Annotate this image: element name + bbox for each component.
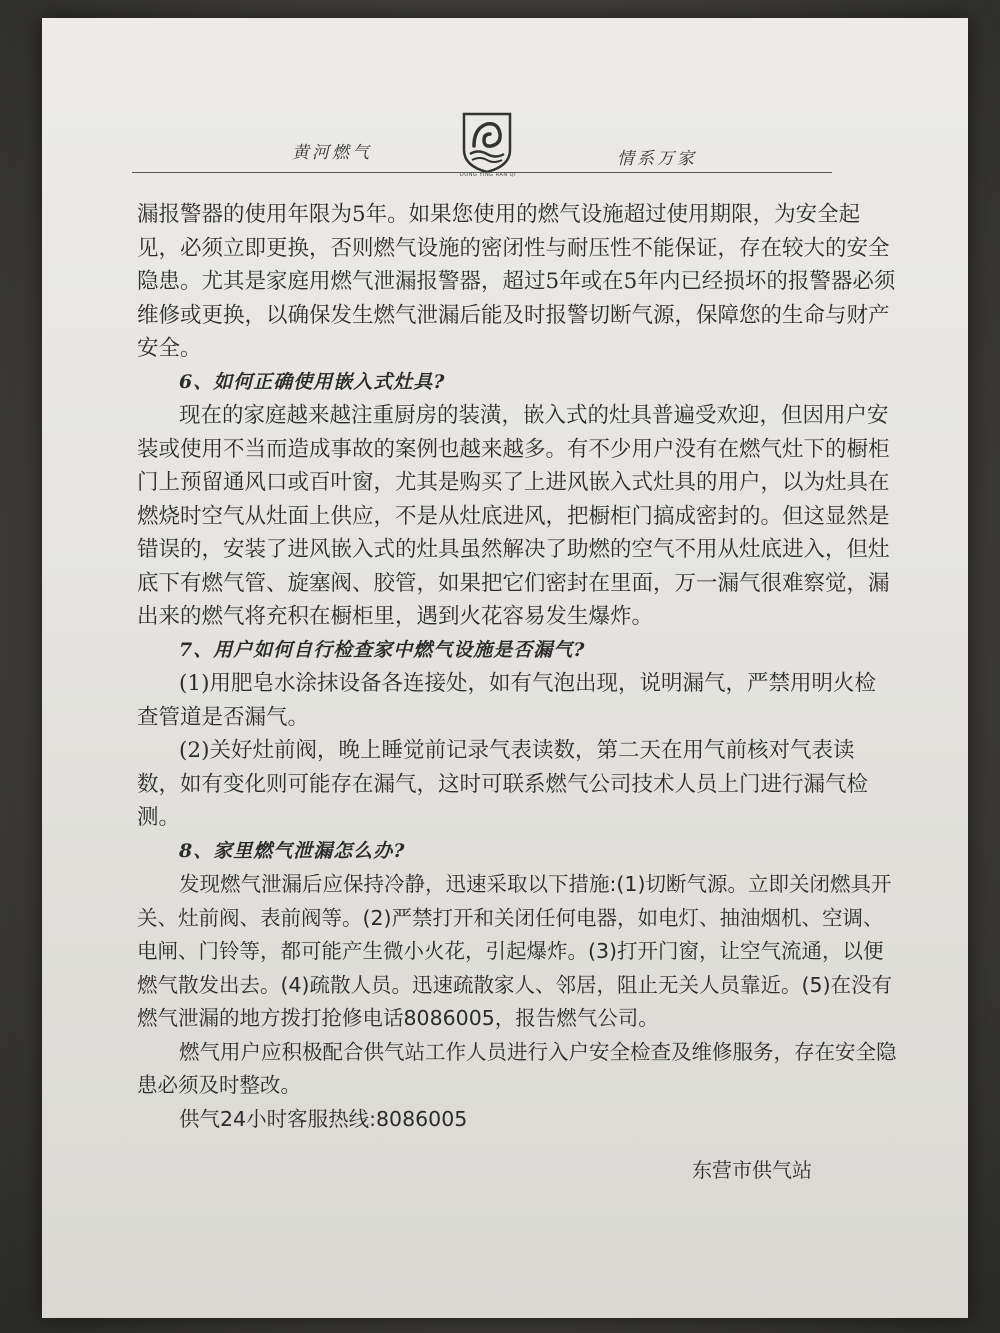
header-left-slogan: 黄河燃气 xyxy=(292,143,372,163)
letterhead xyxy=(132,106,882,186)
paper-sheet xyxy=(42,18,968,1318)
hotline-text: 供气24小时客服热线:8086005 xyxy=(179,1106,468,1131)
question-7-heading: 7、用户如何自行检查家中燃气设施是否漏气? xyxy=(179,638,586,661)
closing-paragraph: 燃气用户应积极配合供气站工作人员进行入户安全检查及维修服务，存在安全隐患必须及时整改。 xyxy=(137,1039,897,1097)
header-right-slogan: 情系万家 xyxy=(617,149,697,169)
paragraph-continuation: 漏报警器的使用年限为5年。如果您使用的燃气设施超过使用期限，为安全起见，必须立即更换，否则燃气设施的密闭性与耐压性不能保证，存在较大的安全隐患。尤其是家庭用燃气泄漏报警器，超过5年或在5年内已经损坏的报警器必须维修或更换，以确保发生燃气泄漏后能及时报警切断气源，保障您的生命与财产安全。 xyxy=(137,202,896,361)
header-divider xyxy=(132,172,832,173)
question-6-heading: 6、如何正确使用嵌入式灶具? xyxy=(179,370,446,393)
question-8-heading: 8、家里燃气泄漏怎么办? xyxy=(179,839,406,862)
company-logo-icon xyxy=(454,106,520,176)
answer-6-paragraph: 现在的家庭越来越注重厨房的装潢，嵌入式的灶具普遍受欢迎，但因用户安装或使用不当而造成事故的案例也越来越多。有不少用户没有在燃气灶下的橱柜门上预留通风口或百叶窗，尤其是购买了上进风嵌入式灶具的用户，以为灶具在燃烧时空气从灶面上供应，不是从灶底进风，把橱柜门搞成密封的。但这显然是错误的，安装了进风嵌入式的灶具虽然解决了助燃的空气不用从灶底进入，但灶底下有燃气管、旋塞阀、胶管，如果把它们密封在里面，万一漏气很难察觉，漏出来的燃气将充积在橱柜里，遇到火花容易发生爆炸。 xyxy=(137,403,890,629)
document-body xyxy=(137,198,897,1136)
logo-caption: DONG YING RAN QI xyxy=(459,172,517,178)
answer-8-paragraph: 发现燃气泄漏后应保持冷静，迅速采取以下措施:(1)切断气源。立即关闭燃具开关、灶前阀、表前阀等。(2)严禁打开和关闭任何电器，如电灯、抽油烟机、空调、电闸、门铃等，都可能产生微小火花，引起爆炸。(3)打开门窗，让空气流通，以便燃气散发出去。(4)疏散人员。迅速疏散家人、邻居，阻止无关人员靠近。(5)在没有燃气泄漏的地方拨打抢修电话8086005，报告燃气公司。 xyxy=(137,872,893,1030)
answer-7-item-2: (2)关好灶前阀，晚上睡觉前记录气表读数，第二天在用气前核对气表读数，如有变化则可能存在漏气，这时可联系燃气公司技术人员上门进行漏气检测。 xyxy=(137,738,869,830)
issuer-signature: 东营市供气站 xyxy=(692,1158,812,1182)
answer-7-item-1: (1)用肥皂水涂抹设备各连接处，如有气泡出现，说明漏气，严禁用明火检查管道是否漏气。 xyxy=(137,671,876,730)
